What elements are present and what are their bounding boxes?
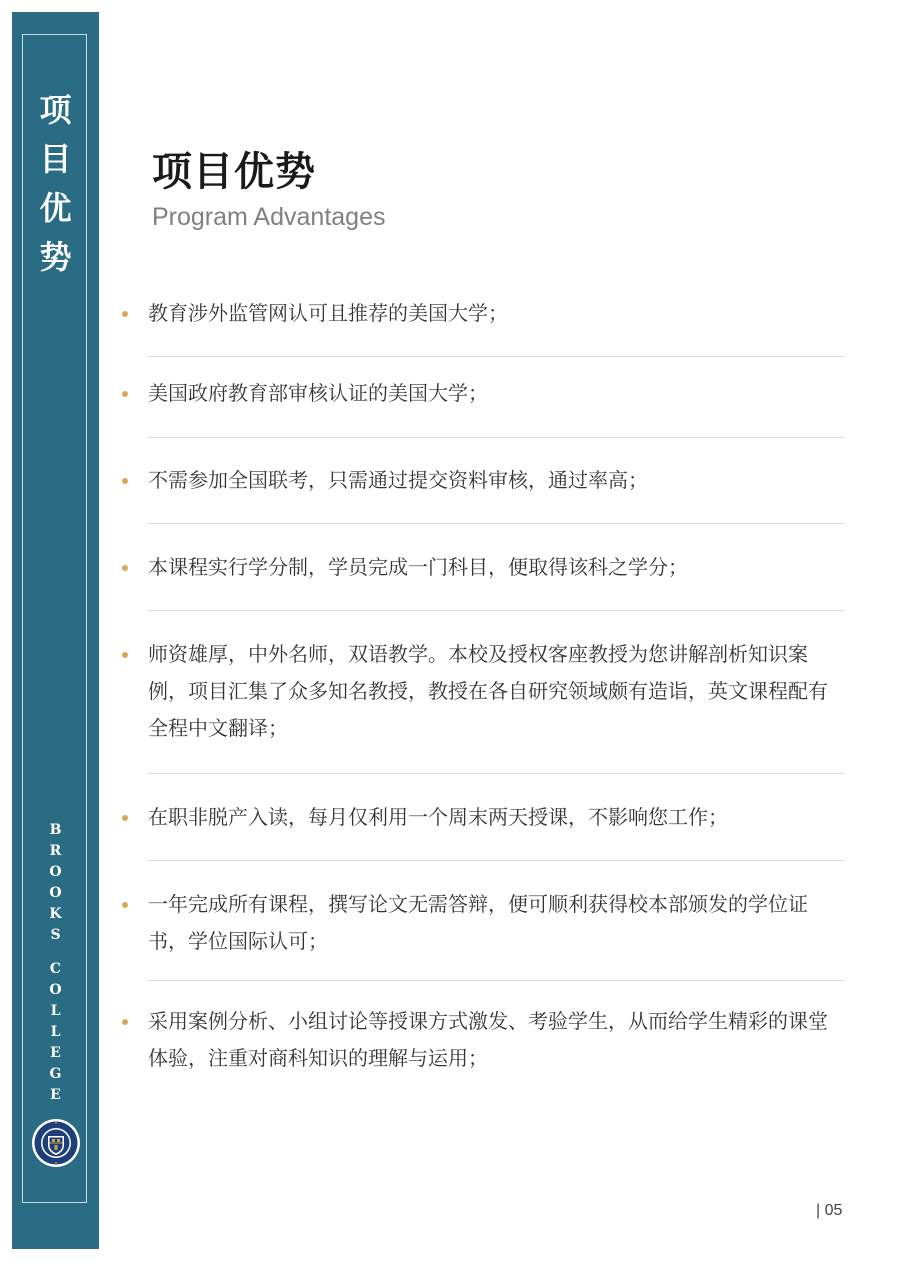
bullet-dot-icon bbox=[122, 565, 128, 571]
list-item-text: 本课程实行学分制，学员完成一门科目，便取得该科之学分； bbox=[148, 555, 688, 579]
page-subtitle: Program Advantages bbox=[152, 203, 386, 231]
sidebar-title-char: 优 bbox=[39, 189, 72, 227]
list-item bbox=[118, 636, 844, 747]
sidebar-band bbox=[12, 12, 99, 1249]
divider-wrap bbox=[118, 412, 844, 462]
college-letter: O bbox=[49, 864, 62, 880]
college-letter: O bbox=[49, 885, 62, 901]
college-letter: S bbox=[50, 927, 61, 943]
list-item-text: 不需参加全国联考，只需通过提交资料审核，通过率高； bbox=[148, 468, 648, 492]
bullet-dot-icon bbox=[122, 1019, 128, 1025]
list-item-text: 一年完成所有课程，撰写论文无需答辩，便可顺利获得校本部颁发的学位证书，学位国际认可； bbox=[148, 892, 808, 953]
list-item-text: 在职非脱产入读，每月仅利用一个周末两天授课，不影响您工作； bbox=[148, 805, 728, 829]
divider-wrap bbox=[118, 586, 844, 636]
college-letter: O bbox=[49, 982, 62, 998]
divider bbox=[148, 356, 844, 357]
divider bbox=[148, 860, 844, 861]
divider bbox=[148, 610, 844, 611]
list-item-text: 采用案例分析、小组讨论等授课方式激发、考验学生，从而给学生精彩的课堂体验，注重对商科知识的理解与运用； bbox=[148, 1009, 828, 1070]
college-letter: R bbox=[49, 843, 62, 859]
college-letter: E bbox=[50, 1045, 61, 1061]
divider bbox=[148, 980, 844, 981]
list-item bbox=[118, 1003, 844, 1077]
brooks-college-seal-icon bbox=[31, 1118, 81, 1168]
divider-wrap bbox=[118, 836, 844, 886]
sidebar-title bbox=[12, 86, 99, 282]
college-letter: K bbox=[49, 906, 62, 922]
college-letter: G bbox=[49, 1066, 62, 1082]
college-letter: E bbox=[50, 1087, 61, 1103]
college-letter: C bbox=[49, 961, 62, 977]
bullet-dot-icon bbox=[122, 478, 128, 484]
bullet-dot-icon bbox=[122, 902, 128, 908]
list-item bbox=[118, 295, 844, 332]
divider bbox=[148, 773, 844, 774]
college-letter: B bbox=[49, 822, 62, 838]
bullet-dot-icon bbox=[122, 815, 128, 821]
college-letter: L bbox=[50, 1024, 61, 1040]
list-item-text: 美国政府教育部审核认证的美国大学； bbox=[148, 381, 488, 405]
list-item bbox=[118, 886, 844, 960]
advantages-list bbox=[118, 285, 844, 1077]
list-item bbox=[118, 549, 844, 586]
sidebar-title-char: 项 bbox=[39, 91, 72, 129]
divider-wrap bbox=[118, 960, 844, 1003]
list-item bbox=[118, 462, 844, 499]
divider bbox=[148, 523, 844, 524]
bullet-dot-icon bbox=[122, 652, 128, 658]
college-word-gap bbox=[12, 946, 99, 959]
divider-wrap bbox=[118, 499, 844, 549]
divider bbox=[148, 437, 844, 438]
bullet-dot-icon bbox=[122, 391, 128, 397]
sidebar-title-char: 势 bbox=[39, 238, 72, 276]
page-number: | 05 bbox=[816, 1202, 843, 1219]
college-letter: L bbox=[50, 1003, 61, 1019]
list-item-text: 师资雄厚，中外名师，双语教学。本校及授权客座教授为您讲解剖析知识案例，项目汇集了众多知名教授，教授在各自研究领域颇有造诣，英文课程配有全程中文翻译； bbox=[148, 642, 828, 740]
list-item-text: 教育涉外监管网认可且推荐的美国大学； bbox=[148, 301, 508, 325]
divider-wrap bbox=[118, 747, 844, 799]
page-title: 项目优势 bbox=[152, 149, 316, 195]
divider-wrap bbox=[118, 332, 844, 375]
college-name-vertical bbox=[12, 820, 99, 1106]
sidebar-title-char: 目 bbox=[39, 140, 72, 178]
list-item bbox=[118, 375, 844, 412]
list-item bbox=[118, 799, 844, 836]
bullet-dot-icon bbox=[122, 311, 128, 317]
